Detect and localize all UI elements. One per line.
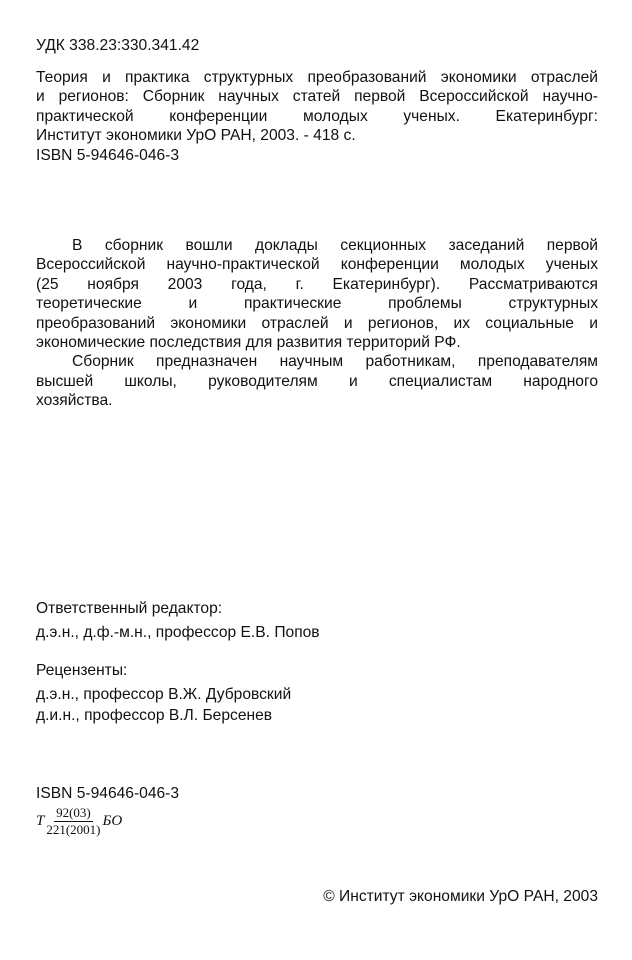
abstract-line: преобразований экономики отраслей и регионов, их социальные и [36,314,598,332]
abstract-line: В сборник вошли доклады секционных заседаний первой [72,237,598,254]
classification-index [36,805,122,838]
abstract-line: хозяйства. [36,392,113,410]
bib-line: практической конференции молодых ученых. Екатеринбург: [36,107,598,125]
bib-line: Теория и практика структурных преобразований экономики отраслей [36,69,598,86]
abstract-line: экономические последствия для развития территорий РФ. [36,333,461,351]
reviewer-name: д.и.н., профессор В.Л. Берсенев [36,707,273,724]
classification-prefix: Т [36,813,45,829]
reviewers-block [36,661,598,725]
abstract-line: теоретические и практические проблемы структурных [36,295,598,313]
reviewers-label: Рецензенты: [36,662,128,679]
editor-block [36,599,598,642]
classification-suffix: БО [102,813,123,829]
bibliographic-record [36,68,598,165]
abstract-line: высшей школы, руководителям и специалистам народного [36,372,598,390]
editor-label: Ответственный редактор: [36,600,223,617]
abstract [36,236,598,411]
bib-line: Институт экономики УрО РАН, 2003. - 418 с. [36,127,356,145]
classification-numerator: 92(03) [56,805,91,820]
editor-name: д.э.н., д.ф.-м.н., профессор Е.В. Попов [36,624,320,641]
reviewer-name: д.э.н., профессор В.Ж. Дубровский [36,686,292,703]
abstract-line: Сборник предназначен научным работникам, преподавателям [72,353,598,371]
classification-denominator: 221(2001) [46,822,101,837]
copyright: © Институт экономики УрО РАН, 2003 [323,888,598,905]
abstract-line: (25 ноября 2003 года, г. Екатеринбург). Рассматриваются [36,275,598,293]
udk-text: УДК 338.23:330.341.42 [36,37,200,54]
bib-line: и регионов: Сборник научных статей первой Всероссийской научно- [36,88,598,106]
isbn-block [36,784,598,803]
isbn: ISBN 5-94646-046-3 [36,785,180,802]
copyright-block [36,887,598,906]
bib-isbn: ISBN 5-94646-046-3 [36,146,180,164]
abstract-line: Всероссийской научно-практической конференции молодых ученых [36,256,598,274]
classification-fraction [46,805,100,838]
udk-code [36,36,598,55]
